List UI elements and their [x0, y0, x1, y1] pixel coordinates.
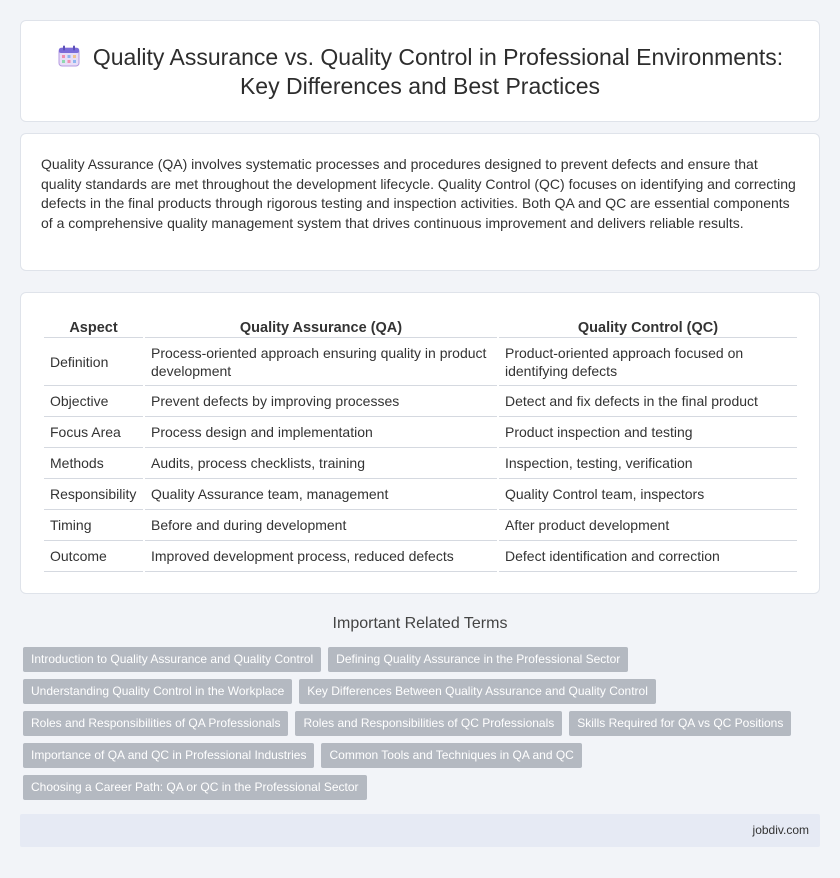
row-aspect: Objective: [44, 386, 143, 417]
page-title-text: Quality Assurance vs. Quality Control in Professional Environments: Key Differences and Best Practices: [92, 44, 784, 99]
comparison-table: [42, 314, 799, 572]
table-row: [44, 417, 797, 448]
footer-site-link[interactable]: jobdiv.com: [752, 823, 809, 837]
related-term-link[interactable]: Skills Required for QA vs QC Positions: [569, 711, 791, 736]
table-row: [44, 541, 797, 572]
related-term-link[interactable]: Understanding Quality Control in the Workplace: [23, 679, 292, 704]
row-aspect: Outcome: [44, 541, 143, 572]
row-qc: Quality Control team, inspectors: [499, 479, 797, 510]
related-term-link[interactable]: Choosing a Career Path: QA or QC in the Professional Sector: [23, 775, 367, 800]
intro-paragraph: Quality Assurance (QA) involves systematic processes and procedures designed to prevent defects and ensure that quality standards are met throughout the development lifecycle. Quality Control (QC) focuses on identifying and correcting defects in the final products through rigorous testing and inspection activities. Both QA and QC are essential components of a comprehensive quality management system that drives continuous improvement and delivers reliable results.: [41, 156, 796, 232]
row-qa: Quality Assurance team, management: [145, 479, 497, 510]
related-terms-heading: Important Related Terms: [332, 615, 508, 632]
table-header-row: [44, 314, 797, 338]
table-row: [44, 510, 797, 541]
row-qc: Product inspection and testing: [499, 417, 797, 448]
row-aspect: Responsibility: [44, 479, 143, 510]
row-qc: Inspection, testing, verification: [499, 448, 797, 479]
row-aspect: Definition: [44, 338, 143, 386]
intro-card: [20, 133, 820, 271]
row-qa: Process-oriented approach ensuring quality in product development: [145, 338, 497, 386]
related-term-link[interactable]: Introduction to Quality Assurance and Quality Control: [23, 647, 321, 672]
related-term-link[interactable]: Key Differences Between Quality Assurance and Quality Control: [299, 679, 656, 704]
row-qa: Improved development process, reduced defects: [145, 541, 497, 572]
tag-row: [23, 743, 823, 768]
row-qc: Product-oriented approach focused on identifying defects: [499, 338, 797, 386]
related-term-link[interactable]: Defining Quality Assurance in the Professional Sector: [328, 647, 628, 672]
table-row: [44, 448, 797, 479]
table-row: [44, 479, 797, 510]
tag-row: [23, 679, 823, 704]
tag-row: [23, 647, 823, 672]
calendar-icon: [57, 44, 81, 68]
header-qc: Quality Control (QC): [499, 314, 797, 338]
related-term-link[interactable]: Roles and Responsibilities of QC Professionals: [295, 711, 562, 736]
header-aspect: Aspect: [44, 314, 143, 338]
row-qc: Defect identification and correction: [499, 541, 797, 572]
comparison-card: [20, 292, 820, 594]
table-row: [44, 386, 797, 417]
page-title: [51, 43, 789, 101]
row-aspect: Methods: [44, 448, 143, 479]
related-term-link[interactable]: Importance of QA and QC in Professional Industries: [23, 743, 314, 768]
row-qc: After product development: [499, 510, 797, 541]
tag-row: [23, 711, 823, 736]
tag-row: [23, 775, 823, 800]
footer: [20, 814, 820, 847]
row-aspect: Focus Area: [44, 417, 143, 448]
header-card: [20, 20, 820, 122]
row-qa: Prevent defects by improving processes: [145, 386, 497, 417]
row-qa: Before and during development: [145, 510, 497, 541]
header-qa: Quality Assurance (QA): [145, 314, 497, 338]
related-term-link[interactable]: Roles and Responsibilities of QA Professionals: [23, 711, 288, 736]
row-qa: Audits, process checklists, training: [145, 448, 497, 479]
row-aspect: Timing: [44, 510, 143, 541]
table-row: [44, 338, 797, 386]
related-term-link[interactable]: Common Tools and Techniques in QA and QC: [321, 743, 581, 768]
row-qa: Process design and implementation: [145, 417, 497, 448]
row-qc: Detect and fix defects in the final product: [499, 386, 797, 417]
related-terms-list: [23, 647, 823, 807]
